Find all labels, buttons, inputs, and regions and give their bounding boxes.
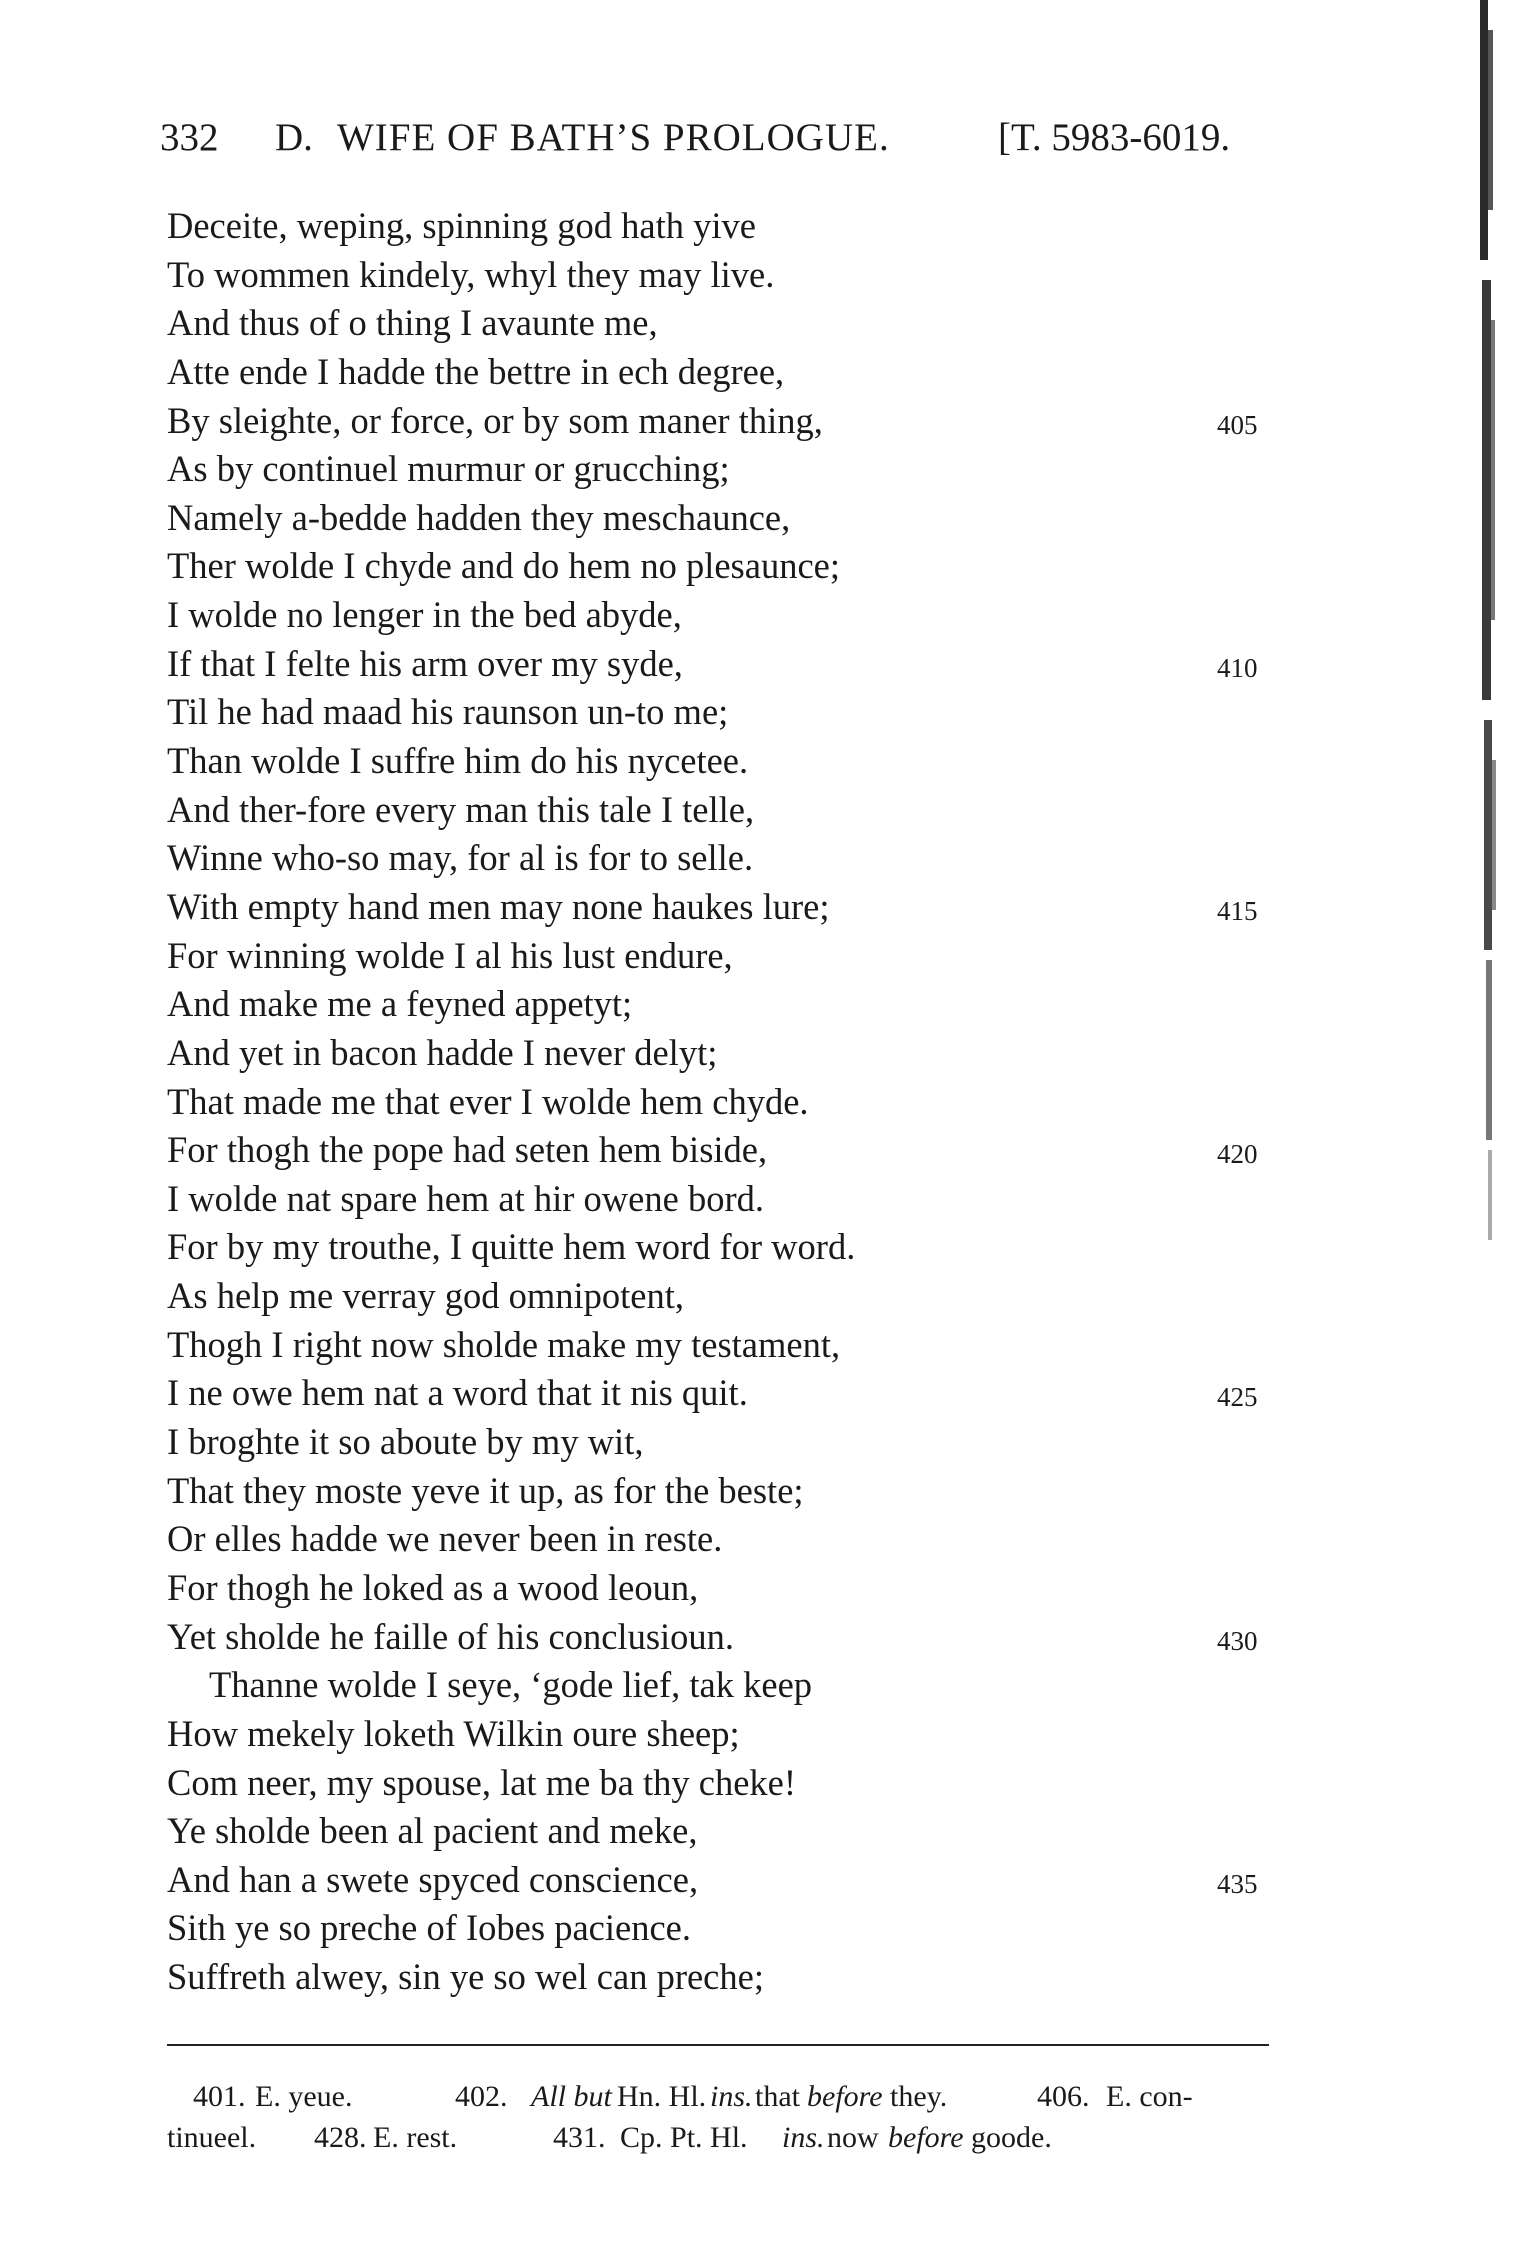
footnote-text: they. — [890, 2080, 948, 2113]
verse-text: For thogh the pope had seten hem biside, — [167, 1129, 768, 1171]
footnote-number: 401. — [193, 2080, 246, 2113]
footnote-divider — [167, 2044, 1269, 2046]
verse-line — [167, 397, 1277, 446]
verse-text: I ne owe hem nat a word that it nis quit. — [167, 1372, 748, 1414]
verse-line — [167, 1418, 1277, 1467]
verse-line — [167, 1467, 1277, 1516]
footnote-text: now — [827, 2121, 879, 2154]
footnote-text: tinueel. — [167, 2121, 257, 2154]
verse-text: Com neer, my spouse, lat me ba thy cheke! — [167, 1761, 797, 1803]
verse-line — [167, 251, 1277, 300]
line-number: 430 — [1217, 1625, 1258, 1656]
verse-text: By sleighte, or force, or by som maner thing, — [167, 399, 823, 441]
line-number: 415 — [1217, 895, 1258, 926]
footnote-text: Cp. Pt. Hl. — [620, 2121, 748, 2154]
verse-line — [167, 737, 1277, 786]
verse-text: And thus of o thing I avaunte me, — [167, 302, 658, 344]
verse-text: Winne who-so may, for al is for to selle. — [167, 837, 754, 879]
verse-text: And make me a feyned appetyt; — [167, 983, 633, 1025]
verse-line — [167, 202, 1277, 251]
section-letter: D. — [275, 116, 313, 159]
footnote-text: Hn. Hl. — [617, 2080, 707, 2113]
verse-line — [167, 1078, 1277, 1127]
running-header — [160, 115, 1270, 175]
verse-line — [167, 542, 1277, 591]
verse-line — [167, 1029, 1277, 1078]
verse-line — [167, 834, 1277, 883]
footnote-text: E. rest. — [373, 2121, 458, 2154]
verse-text: Deceite, weping, spinning god hath yive — [167, 205, 756, 246]
verse-line — [167, 1223, 1277, 1272]
line-number: 425 — [1217, 1382, 1258, 1413]
verse-line — [167, 786, 1277, 835]
verse-line — [167, 591, 1277, 640]
page-title: WIFE OF BATH’S PROLOGUE. — [337, 116, 890, 159]
footnote-text: before — [888, 2121, 964, 2154]
footnote-number: 406. — [1037, 2080, 1090, 2113]
verse-text: Sith ye so preche of Iobes pacience. — [167, 1907, 691, 1949]
footnote-text: that — [755, 2080, 800, 2113]
verse-line — [167, 1369, 1277, 1418]
line-number: 420 — [1217, 1139, 1258, 1170]
verse-text: For thogh he loked as a wood leoun, — [167, 1566, 699, 1608]
verse-text: Ye sholde been al pacient and meke, — [167, 1810, 698, 1852]
verse-line — [167, 640, 1277, 689]
verse-line — [167, 348, 1277, 397]
verse-text: Thanne wolde I seye, ‘gode lief, tak keep — [209, 1664, 813, 1706]
page-number: 332 — [160, 116, 219, 159]
verse-line — [167, 1515, 1277, 1564]
poem-text — [167, 202, 1277, 2002]
line-number: 405 — [1217, 409, 1258, 440]
footnote-text: ins. — [710, 2080, 753, 2113]
verse-line — [167, 1661, 1277, 1710]
footnote-text: ins. — [782, 2121, 825, 2154]
verse-text: Than wolde I suffre him do his nycetee. — [167, 740, 749, 782]
verse-line — [167, 1613, 1277, 1662]
verse-text: How mekely loketh Wilkin oure sheep; — [167, 1712, 740, 1754]
footnote-line — [167, 2076, 1277, 2117]
verse-text: To wommen kindely, whyl they may live. — [167, 253, 775, 295]
verse-text: I wolde no lenger in the bed abyde, — [167, 594, 682, 636]
verse-line — [167, 1175, 1277, 1224]
verse-text: For by my trouthe, I quitte hem word for word. — [167, 1226, 856, 1268]
verse-line — [167, 1710, 1277, 1759]
verse-line — [167, 1564, 1277, 1613]
verse-text: Til he had maad his raunson un-to me; — [167, 691, 729, 733]
binding-edge-scan-shadow — [1478, 0, 1506, 1250]
line-number: 435 — [1217, 1868, 1258, 1899]
text-line-range: [T. 5983-6019. — [998, 116, 1231, 159]
footnote-number: 402. — [455, 2080, 508, 2113]
verse-line — [167, 1321, 1277, 1370]
footnotes — [167, 2076, 1277, 2158]
verse-line — [167, 445, 1277, 494]
verse-text: Suffreth alwey, sin ye so wel can preche; — [167, 1956, 764, 1998]
verse-text: As by continuel murmur or grucching; — [167, 448, 730, 490]
footnote-text: E. yeue. — [255, 2080, 353, 2113]
verse-text: And ther-fore every man this tale I telle, — [167, 788, 755, 830]
verse-text: Thogh I right now sholde make my testament, — [167, 1323, 841, 1365]
verse-line — [167, 1126, 1277, 1175]
footnote-number: 431. — [553, 2121, 606, 2154]
verse-line — [167, 1856, 1277, 1905]
verse-line — [167, 932, 1277, 981]
verse-text: As help me verray god omnipotent, — [167, 1275, 684, 1317]
verse-line — [167, 1807, 1277, 1856]
verse-line — [167, 688, 1277, 737]
verse-line — [167, 494, 1277, 543]
verse-text: I wolde nat spare hem at hir owene bord. — [167, 1177, 764, 1219]
verse-line — [167, 883, 1277, 932]
footnote-text: before — [807, 2080, 883, 2113]
verse-line — [167, 1759, 1277, 1808]
verse-text: Namely a-bedde hadden they meschaunce, — [167, 496, 791, 538]
verse-text: That made me that ever I wolde hem chyde. — [167, 1080, 809, 1122]
footnote-text: goode. — [971, 2121, 1052, 2154]
footnote-line — [167, 2117, 1277, 2158]
line-number: 410 — [1217, 652, 1258, 683]
verse-text: Atte ende I hadde the bettre in ech degree, — [167, 350, 785, 392]
footnote-number: 428. — [314, 2121, 367, 2154]
footnote-text: All but — [531, 2080, 612, 2113]
verse-text: With empty hand men may none haukes lure; — [167, 885, 830, 927]
footnote-text: E. con- — [1106, 2080, 1193, 2113]
verse-line — [167, 299, 1277, 348]
verse-line — [167, 1953, 1277, 2002]
verse-text: I broghte it so aboute by my wit, — [167, 1421, 644, 1463]
verse-text: Ther wolde I chyde and do hem no plesaunce; — [167, 545, 840, 587]
verse-text: And yet in bacon hadde I never delyt; — [167, 1031, 718, 1073]
verse-line — [167, 1272, 1277, 1321]
verse-text: For winning wolde I al his lust endure, — [167, 934, 733, 976]
verse-text: Or elles hadde we never been in reste. — [167, 1518, 723, 1560]
verse-text: And han a swete spyced conscience, — [167, 1858, 699, 1900]
verse-text: If that I felte his arm over my syde, — [167, 642, 683, 684]
verse-text: Yet sholde he faille of his conclusioun. — [167, 1615, 735, 1657]
verse-line — [167, 980, 1277, 1029]
verse-text: That they moste yeve it up, as for the beste; — [167, 1469, 804, 1511]
verse-line — [167, 1904, 1277, 1953]
